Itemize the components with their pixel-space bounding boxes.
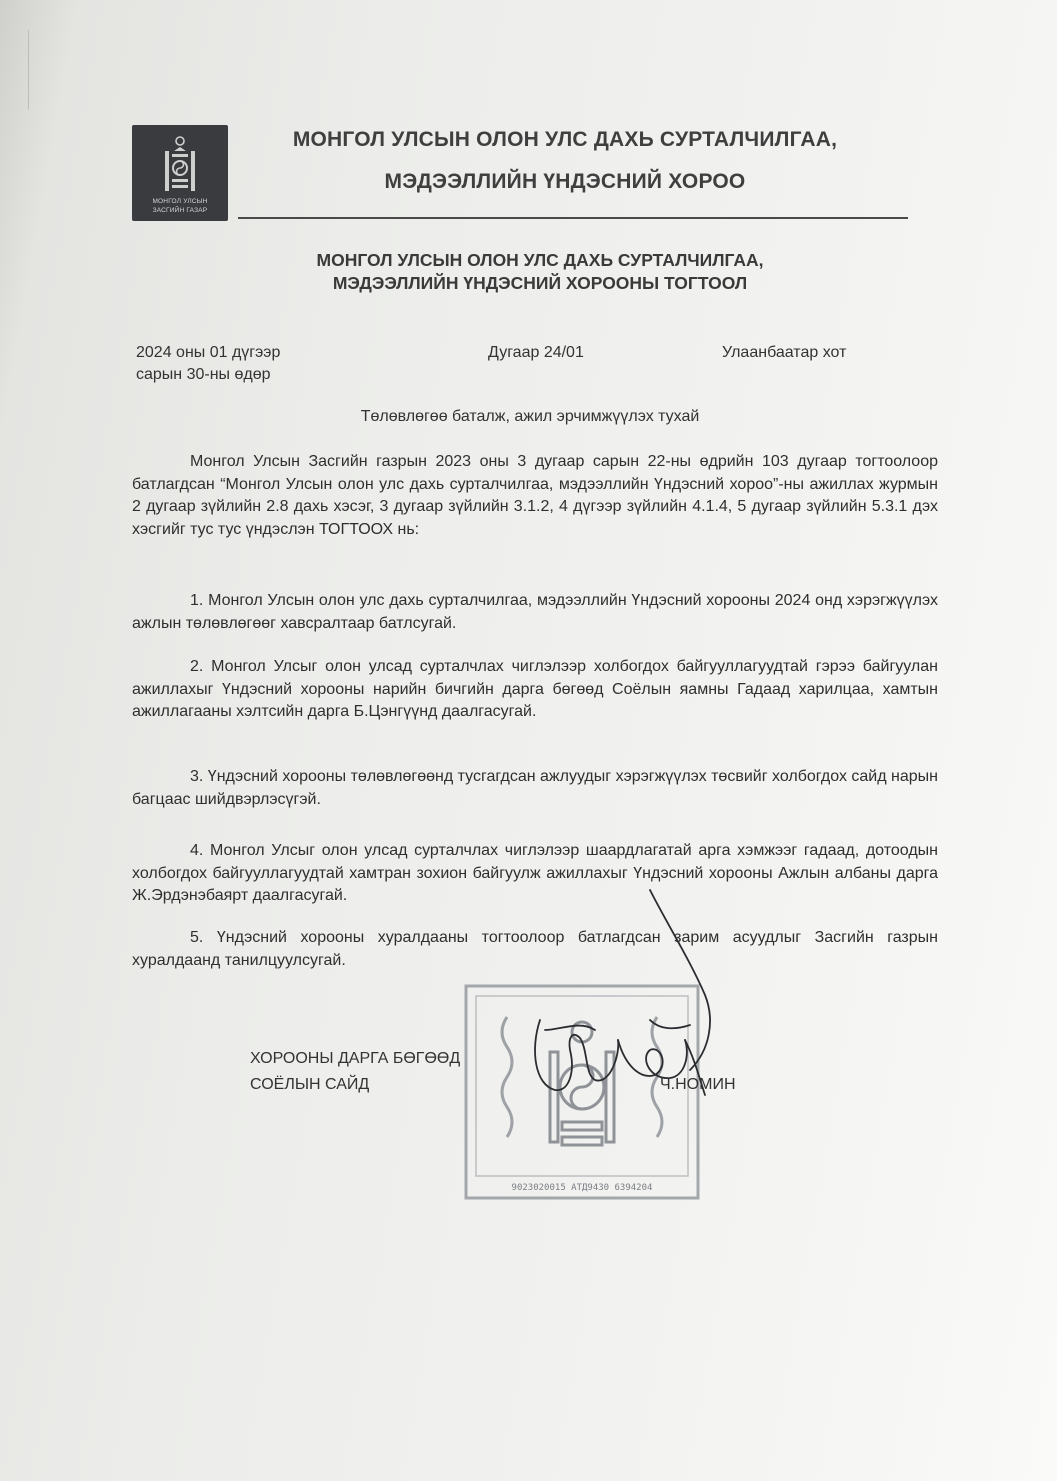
logo-text-line1: МОНГОЛ УЛСЫН xyxy=(152,198,208,205)
date-line1: 2024 оны 01 дүгээр xyxy=(136,344,281,361)
stamp-number: 9023020015 АТД9430 6394204 xyxy=(511,1183,653,1193)
resolution-subject: Төлөвлөгөө баталж, ажил эрчимжүүлэх тухай xyxy=(360,408,700,425)
resolution-title-line2: МЭДЭЭЛЛИЙН ҮНДЭСНИЙ ХОРООНЫ ТОГТООЛ xyxy=(332,273,748,293)
resolution-title-line1: МОНГОЛ УЛСЫН ОЛОН УЛС ДАХЬ СУРТАЛЧИЛГАА, xyxy=(316,250,764,270)
date-line2: сарын 30-ны өдөр xyxy=(136,366,271,383)
resolution-number: Дугаар 24/01 xyxy=(488,344,584,361)
resolution-item-2: 2. Монгол Улсыг олон улсад сурталчлах чиглэлээр холбогдох байгууллагуудтай гэрээ байгуулан ажиллахыг Үндэсний хорооны нарийн бичгийн дарга бөгөөд Соёлын яамны Гадаад харилцаа, хамтын ажиллагааны хэлтсийн дарга Б.Цэнгүүнд даалгасугай. xyxy=(132,658,938,720)
resolution-item-3: 3. Үндэсний хорооны төлөвлөгөөнд тусгагдсан ажлуудыг хэрэгжүүлэх төсвийг холбогдох сайд нарын багцаас шийдвэрлэсүгэй. xyxy=(132,768,938,808)
organization-name-line2: МЭДЭЭЛЛИЙН ҮНДЭСНИЙ ХОРОО xyxy=(384,170,746,193)
header-divider xyxy=(238,217,908,219)
government-logo xyxy=(132,125,228,221)
resolution-city: Улаанбаатар хот xyxy=(722,344,847,361)
mongolian-soyombo-emblem-icon xyxy=(162,135,198,195)
signatory-title-line1: ХОРООНЫ ДАРГА БӨГӨӨД xyxy=(250,1050,461,1067)
logo-text-line2: ЗАСГИЙН ГАЗАР xyxy=(152,207,208,214)
resolution-item-1: 1. Монгол Улсын олон улс дахь сурталчилгаа, мэдээллийн Үндэсний хорооны 2024 онд хэрэгжүүлэх ажлын төлөвлөгөөг хавсралтаар батлсугай. xyxy=(132,592,938,632)
signatory-title-line2: СОЁЛЫН САЙД xyxy=(250,1076,370,1093)
paper-fold-line xyxy=(28,30,29,110)
resolution-date xyxy=(136,342,280,386)
preamble-paragraph: Монгол Улсын Засгийн газрын 2023 оны 3 дугаар сарын 22-ны өдрийн 103 дугаар тогтоолоор батлагдсан “Монгол Улсын олон улс дахь сурталчилгаа, мэдээллийн Үндэсний хороо”-ны ажиллах журмын 2 дугаар зүйлийн 2.8 дахь хэсэг, 3 дугаар зүйлийн 3.1.2, 4 дүгээр зүйлийн 4.1.4, 5 дугаар зүйлийн 5.3.1 дэх хэсгийг тус тус үндэслэн ТОГТООХ нь: xyxy=(132,453,938,538)
resolution-item-5: 5. Үндэсний хорооны хуралдааны тогтоолоор батлагдсан зарим асуудлыг Засгийн газрын хуралдаанд танилцуулсугай. xyxy=(132,929,938,969)
handwritten-signature-icon xyxy=(500,880,740,1110)
resolution-item-4: 4. Монгол Улсыг олон улсад сурталчлах чиглэлээр шаардлагатай арга хэмжээг гадаад, дотоодын холбогдох байгууллагуудтай хамтран зохион байгуулж ажиллахыг Үндэсний хорооны Ажлын албаны дарга Ж.Эрдэнэбаярт даалгасугай. xyxy=(132,842,938,904)
signatory-name: Ч.НОМИН xyxy=(660,1076,736,1093)
organization-name-line1: МОНГОЛ УЛСЫН ОЛОН УЛС ДАХЬ СУРТАЛЧИЛГАА, xyxy=(292,128,838,151)
